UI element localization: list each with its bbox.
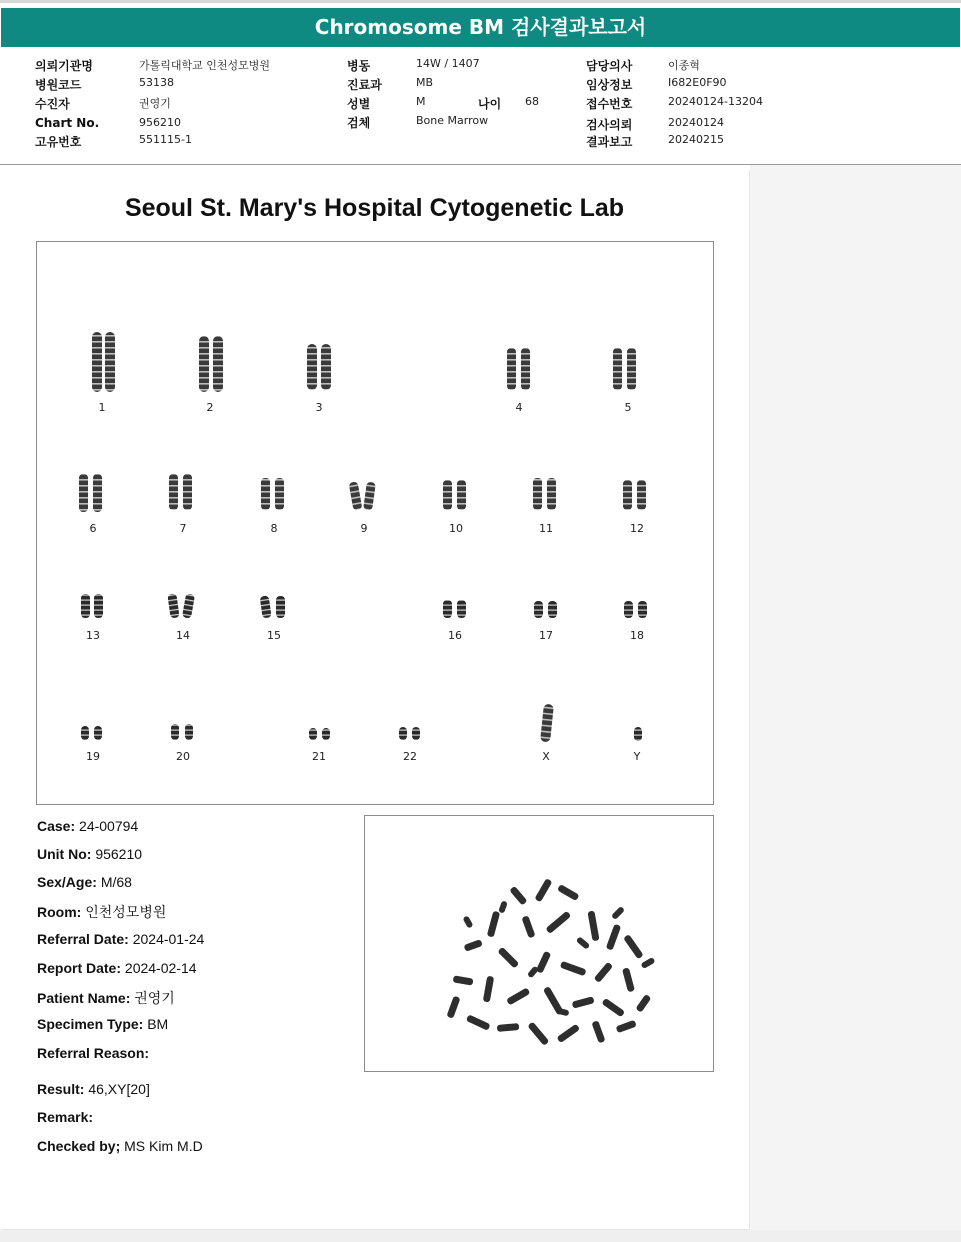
info-referral-date — [37, 931, 204, 947]
chromosome-5-pair — [613, 348, 636, 390]
info-result — [37, 1081, 150, 1097]
info-result-label: Result: — [37, 1081, 85, 1097]
label-ward: 병동 — [347, 59, 371, 73]
chromosome-label-x: X — [542, 750, 550, 763]
chromosome-label-11: 11 — [539, 522, 553, 535]
value-hospital-code: 53138 — [139, 76, 174, 89]
karyogram-panel — [36, 241, 714, 805]
info-referral-date-value: 2024-01-24 — [132, 931, 205, 947]
chromosome-2-pair — [199, 336, 223, 392]
label-requesting-institution: 의뢰기관명 — [35, 59, 93, 73]
metaphase-panel — [364, 815, 714, 1072]
label-patient: 수진자 — [35, 97, 70, 111]
info-checked-by-label: Checked by; — [37, 1138, 121, 1154]
info-sex-age-label: Sex/Age: — [37, 874, 97, 890]
top-border — [0, 0, 961, 3]
chromosome-label-9: 9 — [360, 522, 368, 535]
value-test-request: 20240124 — [668, 116, 724, 129]
label-result-report: 결과보고 — [586, 135, 633, 149]
value-clinical-info: I682E0F90 — [668, 76, 727, 89]
info-case-label: Case: — [37, 818, 76, 834]
chromosome-label-4: 4 — [515, 401, 523, 414]
background-margin — [750, 165, 961, 1242]
info-report-date — [37, 960, 197, 976]
chromosome-21-pair — [309, 728, 330, 740]
chromosome-label-2: 2 — [206, 401, 214, 414]
info-room-value: 인천성모병원 — [85, 904, 167, 920]
chromosome-label-17: 17 — [539, 629, 553, 642]
label-clinical-info: 임상정보 — [586, 78, 633, 92]
value-age: 68 — [525, 95, 539, 108]
info-remark-label: Remark: — [37, 1109, 94, 1125]
chromosome-label-20: 20 — [176, 750, 190, 763]
info-patient-name-value: 권영기 — [134, 990, 175, 1006]
chromosome-20-pair — [171, 724, 193, 740]
chromosome-y — [634, 727, 642, 741]
info-room — [37, 902, 166, 922]
label-specimen: 검체 — [347, 116, 371, 130]
chromosome-label-12: 12 — [630, 522, 644, 535]
chromosome-label-10: 10 — [449, 522, 463, 535]
info-referral-reason — [37, 1045, 149, 1061]
info-patient-name-label: Patient Name: — [37, 990, 131, 1006]
label-sex: 성별 — [347, 97, 371, 111]
info-case-value: 24-00794 — [79, 818, 139, 834]
info-sex-age-value: M/68 — [100, 874, 132, 890]
chromosome-14-pair — [167, 593, 195, 618]
value-chart-no: 956210 — [139, 116, 181, 129]
metaphase-image — [365, 816, 713, 1071]
label-physician: 담당의사 — [586, 59, 633, 73]
chromosome-7-pair — [169, 474, 192, 510]
value-physician: 이종혁 — [668, 59, 700, 72]
label-chart-no: Chart No. — [35, 116, 100, 130]
chromosome-15-pair — [260, 595, 285, 618]
info-unit-no-value: 956210 — [95, 846, 143, 862]
background-footer — [0, 1230, 961, 1242]
info-referral-reason-label: Referral Reason: — [37, 1045, 150, 1061]
info-sex-age — [37, 874, 132, 890]
chromosome-1-pair — [92, 332, 115, 392]
chromosome-6-pair — [79, 474, 102, 512]
chromosome-12-pair — [623, 480, 646, 510]
chromosome-label-3: 3 — [315, 401, 323, 414]
value-result-report: 20240215 — [668, 133, 724, 146]
info-checked-by-value: MS Kim M.D — [124, 1138, 203, 1154]
metaphase-chromosomes — [446, 878, 655, 1046]
lab-title: Seoul St. Mary's Hospital Cytogenetic Lab — [124, 194, 625, 222]
value-receipt-no: 20240124-13204 — [668, 95, 763, 108]
info-remark — [37, 1109, 93, 1125]
chromosome-label-22: 22 — [403, 750, 417, 763]
value-specimen: Bone Marrow — [416, 114, 489, 127]
info-result-value: 46,XY[20] — [88, 1081, 150, 1097]
info-unit-no — [37, 846, 142, 862]
chromosome-label-6: 6 — [89, 522, 97, 535]
chromosome-4-pair — [507, 348, 530, 390]
chromosome-13-pair — [81, 594, 103, 618]
label-department: 진료과 — [347, 78, 382, 92]
label-test-request: 검사의뢰 — [586, 118, 633, 132]
chromosome-label-1: 1 — [98, 401, 106, 414]
chromosome-label-y: Y — [633, 750, 641, 763]
chromosome-17-pair — [534, 601, 557, 618]
chromosome-3-pair — [307, 344, 331, 390]
info-checked-by — [37, 1138, 203, 1154]
chromosome-10-pair — [443, 480, 466, 510]
chromosome-label-13: 13 — [86, 629, 100, 642]
chromosome-8-pair — [261, 478, 284, 510]
info-referral-date-label: Referral Date: — [37, 931, 129, 947]
value-patient: 권영기 — [139, 97, 171, 110]
chromosome-22-pair — [399, 727, 420, 740]
label-unique-id: 고유번호 — [35, 135, 82, 149]
chromosome-label-19: 19 — [86, 750, 100, 763]
chromosome-label-16: 16 — [448, 629, 462, 642]
report-title: Chromosome BM 검사결과보고서 — [1, 8, 960, 47]
chromosome-label-8: 8 — [270, 522, 278, 535]
info-specimen-type-value: BM — [147, 1016, 169, 1032]
chromosome-16-pair — [443, 600, 466, 618]
chromosome-label-7: 7 — [179, 522, 187, 535]
info-report-date-label: Report Date: — [37, 960, 122, 976]
info-case — [37, 818, 138, 834]
label-receipt-no: 접수번호 — [586, 97, 633, 111]
chromosome-label-15: 15 — [267, 629, 281, 642]
value-ward: 14W / 1407 — [416, 57, 480, 70]
chromosome-label-14: 14 — [176, 629, 190, 642]
chromosome-18-pair — [624, 601, 647, 618]
chromosome-x — [540, 704, 554, 743]
value-unique-id: 551115-1 — [139, 133, 192, 146]
chromosome-11-pair — [533, 478, 556, 510]
info-unit-no-label: Unit No: — [37, 846, 92, 862]
info-report-date-value: 2024-02-14 — [124, 960, 197, 976]
value-sex: M — [416, 95, 426, 108]
label-age: 나이 — [478, 97, 502, 111]
value-department: MB — [416, 76, 434, 89]
chromosome-label-5: 5 — [624, 401, 632, 414]
info-room-label: Room: — [37, 904, 82, 920]
chromosome-19-pair — [81, 726, 102, 740]
chromosome-label-21: 21 — [312, 750, 326, 763]
chromosome-label-18: 18 — [630, 629, 644, 642]
info-patient-name — [37, 988, 175, 1008]
value-requesting-institution: 가톨릭대학교 인천성모병원 — [139, 59, 271, 72]
info-specimen-type-label: Specimen Type: — [37, 1016, 144, 1032]
info-specimen-type — [37, 1016, 168, 1032]
chromosome-9-pair — [349, 481, 376, 510]
label-hospital-code: 병원코드 — [35, 78, 82, 92]
